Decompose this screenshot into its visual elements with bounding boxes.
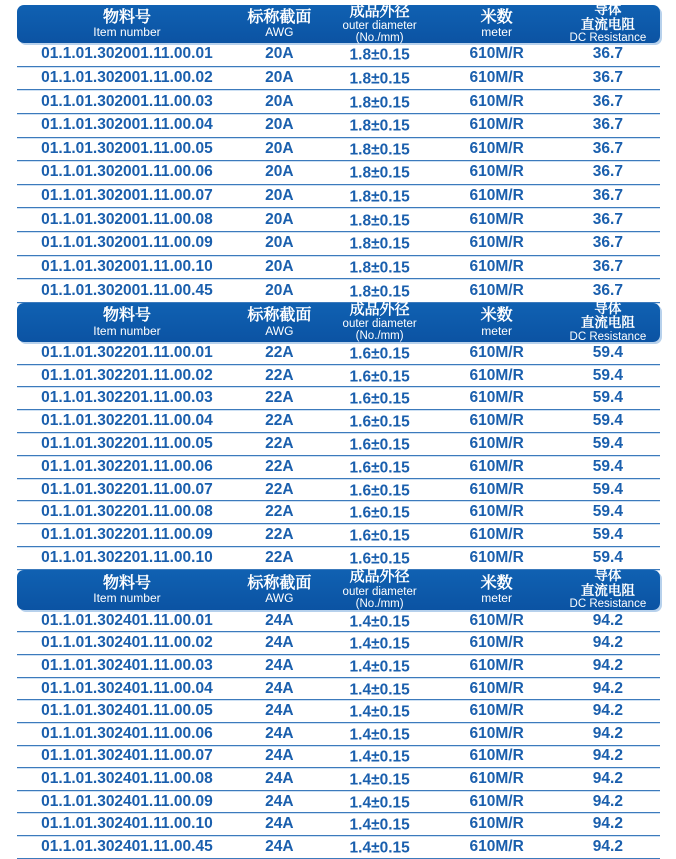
cell-item: 01.1.01.302001.11.00.07 [41,187,213,205]
column-header-item-number [17,303,237,342]
cell-awg: 22A [265,389,294,407]
column-header-outer-diameter [322,570,438,610]
cell-meter: 610M/R [469,139,524,157]
cell-item: 01.1.01.302001.11.00.04 [41,116,213,134]
cell-od: 1.4±0.15 [349,816,410,834]
header-meter-en: meter [481,323,512,338]
cell-item: 01.1.01.302401.11.00.45 [41,837,213,855]
table-row [17,365,660,388]
cell-awg: 22A [265,480,294,498]
cell-awg: 24A [265,679,294,697]
cell-meter: 610M/R [469,389,524,407]
cell-od: 1.6±0.15 [349,413,410,431]
cell-item: 01.1.01.302201.11.00.10 [41,548,213,566]
header-awg-zh: 标称截面 [247,8,312,26]
cell-od: 1.6±0.15 [349,504,410,522]
cell-dc: 36.7 [592,139,623,157]
cell-awg: 24A [265,702,294,720]
cell-dc: 59.4 [592,548,623,566]
cell-awg: 20A [265,210,294,228]
table-row [17,479,660,502]
cell-dc: 36.7 [592,45,623,63]
table-row [17,256,660,280]
table-row [17,813,660,836]
table-row [17,456,660,479]
cell-item: 01.1.01.302201.11.00.09 [41,526,213,544]
cell-od: 1.4±0.15 [349,681,410,699]
table-section-24a [17,570,660,859]
cell-item: 01.1.01.302201.11.00.03 [41,389,213,407]
cell-meter: 610M/R [469,163,524,181]
cell-dc: 94.2 [592,747,623,765]
cell-item: 01.1.01.302001.11.00.45 [41,281,213,299]
column-header-meter [438,5,556,43]
table-row [17,387,660,410]
cell-od: 1.8±0.15 [349,46,410,64]
cell-meter: 610M/R [469,412,524,430]
column-header-item-number [17,570,237,610]
cell-meter: 610M/R [469,611,524,629]
cell-awg: 20A [265,68,294,86]
table-row [17,632,660,655]
header-meter-zh: 米数 [480,8,513,26]
cell-meter: 610M/R [469,234,524,252]
table-row [17,723,660,746]
header-od-unit: (No./mm) [355,330,404,343]
cell-dc: 59.4 [592,457,623,475]
cell-meter: 610M/R [469,45,524,63]
cell-od: 1.8±0.15 [349,235,410,253]
table-row [17,90,660,114]
cell-od: 1.8±0.15 [349,283,410,301]
header-dc-en: DC Resistance [569,330,647,343]
cell-awg: 22A [265,526,294,544]
column-header-meter [438,303,556,342]
table-row [17,43,660,67]
cell-dc: 59.4 [592,503,623,521]
cell-item: 01.1.01.302401.11.00.03 [41,656,213,674]
cell-awg: 22A [265,503,294,521]
table-row [17,433,660,456]
cell-item: 01.1.01.302401.11.00.06 [41,724,213,742]
cell-awg: 24A [265,770,294,788]
cell-od: 1.4±0.15 [349,613,410,631]
cell-meter: 610M/R [469,503,524,521]
cell-dc: 94.2 [592,837,623,855]
cell-od: 1.8±0.15 [349,141,410,159]
cell-dc: 36.7 [592,257,623,275]
cell-item: 01.1.01.302401.11.00.08 [41,770,213,788]
header-meter-zh: 米数 [480,307,513,325]
cell-dc: 59.4 [592,526,623,544]
cell-awg: 24A [265,837,294,855]
table-row [17,610,660,633]
table-row [17,208,660,232]
cell-awg: 22A [265,548,294,566]
cell-dc: 94.2 [592,679,623,697]
cell-od: 1.6±0.15 [349,459,410,477]
cell-item: 01.1.01.302401.11.00.05 [41,702,213,720]
cell-dc: 94.2 [592,702,623,720]
cell-meter: 610M/R [469,457,524,475]
cell-dc: 36.7 [592,163,623,181]
column-header-dc-resistance [556,570,660,610]
cell-awg: 22A [265,434,294,452]
header-item-en: Item number [93,25,161,40]
cell-meter: 610M/R [469,815,524,833]
table-row [17,342,660,365]
table-row [17,232,660,256]
table-row [17,791,660,814]
cell-dc: 36.7 [592,92,623,110]
table-section-20a [17,2,660,303]
cell-dc: 59.4 [592,343,623,361]
header-dc-en: DC Resistance [569,598,647,611]
table-header [17,570,660,610]
cell-meter: 610M/R [469,480,524,498]
cell-item: 01.1.01.302001.11.00.02 [41,68,213,86]
cell-od: 1.4±0.15 [349,839,410,857]
table-row [17,501,660,524]
cell-awg: 24A [265,747,294,765]
cell-item: 01.1.01.302001.11.00.09 [41,234,213,252]
header-od-unit: (No./mm) [355,32,404,45]
cell-item: 01.1.01.302001.11.00.01 [41,45,213,63]
header-item-en: Item number [93,591,161,605]
cell-meter: 610M/R [469,679,524,697]
cell-item: 01.1.01.302401.11.00.10 [41,815,213,833]
cell-item: 01.1.01.302401.11.00.07 [41,747,213,765]
cell-od: 1.8±0.15 [349,94,410,112]
cell-dc: 59.4 [592,389,623,407]
cell-meter: 610M/R [469,68,524,86]
cell-dc: 36.7 [592,187,623,205]
column-header-awg [237,5,322,43]
table-section-22a [17,300,660,570]
column-header-outer-diameter [322,300,438,343]
column-header-dc-resistance [556,300,660,343]
cell-item: 01.1.01.302201.11.00.04 [41,412,213,430]
table-row [17,410,660,433]
cell-item: 01.1.01.302201.11.00.07 [41,480,213,498]
header-od-zh: 成品外径 [349,300,410,318]
cell-awg: 24A [265,792,294,810]
cell-item: 01.1.01.302001.11.00.05 [41,139,213,157]
cell-dc: 36.7 [592,68,623,86]
table-row [17,114,660,138]
cell-dc: 36.7 [592,210,623,228]
cell-awg: 22A [265,412,294,430]
cell-od: 1.4±0.15 [349,635,410,653]
table-header [17,2,660,45]
table-row [17,836,660,859]
table-row [17,700,660,723]
table-rows [17,43,660,303]
header-item-zh: 物料号 [102,574,151,592]
table-row [17,138,660,162]
cell-od: 1.8±0.15 [349,164,410,182]
cell-od: 1.4±0.15 [349,703,410,721]
cell-dc: 94.2 [592,770,623,788]
cell-awg: 22A [265,457,294,475]
header-dc-zh2: 直流电阻 [580,582,635,598]
cell-meter: 610M/R [469,343,524,361]
cell-item: 01.1.01.302001.11.00.03 [41,92,213,110]
cell-od: 1.8±0.15 [349,70,410,88]
header-awg-zh: 标称截面 [247,307,312,325]
cell-meter: 610M/R [469,92,524,110]
cell-od: 1.4±0.15 [349,771,410,789]
cell-dc: 94.2 [592,815,623,833]
header-dc-zh: 导体 [594,568,622,584]
table-row [17,746,660,769]
cell-meter: 610M/R [469,281,524,299]
cell-awg: 20A [265,281,294,299]
cell-awg: 20A [265,45,294,63]
cell-awg: 24A [265,634,294,652]
cell-dc: 94.2 [592,634,623,652]
cell-dc: 36.7 [592,281,623,299]
header-item-zh: 物料号 [102,8,151,26]
cell-od: 1.8±0.15 [349,259,410,277]
table-rows [17,342,660,570]
cell-awg: 24A [265,724,294,742]
header-awg-en: AWG [265,591,294,605]
column-header-meter [438,570,556,610]
cell-od: 1.6±0.15 [349,527,410,545]
cell-dc: 94.2 [592,611,623,629]
header-dc-en: DC Resistance [569,32,647,45]
cell-awg: 24A [265,815,294,833]
table-row [17,185,660,209]
table-row [17,768,660,791]
cell-dc: 94.2 [592,656,623,674]
cell-item: 01.1.01.302201.11.00.02 [41,366,213,384]
cell-meter: 610M/R [469,434,524,452]
cell-meter: 610M/R [469,548,524,566]
table-header [17,300,660,343]
cell-od: 1.6±0.15 [349,550,410,568]
table-row [17,524,660,547]
table-row [17,547,660,570]
cell-item: 01.1.01.302001.11.00.10 [41,257,213,275]
cell-item: 01.1.01.302201.11.00.06 [41,457,213,475]
header-dc-zh: 导体 [594,300,622,316]
cell-meter: 610M/R [469,837,524,855]
cell-item: 01.1.01.302401.11.00.02 [41,634,213,652]
cell-dc: 36.7 [592,234,623,252]
cell-dc: 94.2 [592,792,623,810]
header-od-zh: 成品外径 [349,568,410,586]
header-meter-zh: 米数 [480,574,513,592]
cell-od: 1.4±0.15 [349,658,410,676]
cell-dc: 36.7 [592,116,623,134]
cell-item: 01.1.01.302401.11.00.04 [41,679,213,697]
table-rows [17,610,660,859]
cell-meter: 610M/R [469,526,524,544]
cell-item: 01.1.01.302401.11.00.01 [41,611,213,629]
cell-awg: 20A [265,187,294,205]
cell-meter: 610M/R [469,366,524,384]
header-od-zh: 成品外径 [349,2,410,20]
cell-item: 01.1.01.302401.11.00.09 [41,792,213,810]
cell-meter: 610M/R [469,770,524,788]
header-od-unit: (No./mm) [355,597,404,610]
cell-meter: 610M/R [469,210,524,228]
cell-awg: 20A [265,234,294,252]
cell-awg: 20A [265,257,294,275]
header-od-en: outer diameter [342,19,417,32]
cell-item: 01.1.01.302201.11.00.01 [41,343,213,361]
header-awg-en: AWG [265,25,294,40]
cell-awg: 24A [265,656,294,674]
column-header-item-number [17,5,237,43]
header-meter-en: meter [481,591,512,605]
cell-od: 1.8±0.15 [349,117,410,135]
cell-meter: 610M/R [469,724,524,742]
cell-awg: 20A [265,163,294,181]
cell-od: 1.4±0.15 [349,748,410,766]
cell-od: 1.8±0.15 [349,188,410,206]
header-item-en: Item number [93,323,161,338]
header-awg-zh: 标称截面 [247,574,312,592]
cell-item: 01.1.01.302001.11.00.08 [41,210,213,228]
cell-od: 1.6±0.15 [349,436,410,454]
cell-od: 1.4±0.15 [349,794,410,812]
cell-od: 1.4±0.15 [349,726,410,744]
cell-od: 1.6±0.15 [349,390,410,408]
table-row [17,655,660,678]
cell-meter: 610M/R [469,792,524,810]
cell-item: 01.1.01.302001.11.00.06 [41,163,213,181]
cell-meter: 610M/R [469,187,524,205]
header-od-en: outer diameter [342,318,417,331]
cell-meter: 610M/R [469,702,524,720]
cell-meter: 610M/R [469,257,524,275]
cell-awg: 24A [265,611,294,629]
cell-awg: 22A [265,343,294,361]
header-dc-zh2: 直流电阻 [580,16,635,32]
cell-awg: 20A [265,92,294,110]
cell-dc: 94.2 [592,724,623,742]
header-item-zh: 物料号 [102,307,151,325]
cell-dc: 59.4 [592,480,623,498]
cell-dc: 59.4 [592,366,623,384]
header-dc-zh: 导体 [594,2,622,18]
column-header-dc-resistance [556,2,660,45]
cell-od: 1.8±0.15 [349,212,410,230]
header-od-en: outer diameter [342,585,417,598]
table-row [17,279,660,303]
cell-item: 01.1.01.302201.11.00.08 [41,503,213,521]
cell-meter: 610M/R [469,634,524,652]
table-row [17,67,660,91]
cell-meter: 610M/R [469,656,524,674]
cell-od: 1.6±0.15 [349,345,410,363]
header-dc-zh2: 直流电阻 [580,315,635,331]
header-awg-en: AWG [265,323,294,338]
header-meter-en: meter [481,25,512,40]
table-row [17,678,660,701]
cell-dc: 59.4 [592,434,623,452]
cell-dc: 59.4 [592,412,623,430]
cell-od: 1.6±0.15 [349,482,410,500]
table-row [17,161,660,185]
cell-awg: 20A [265,139,294,157]
cell-awg: 22A [265,366,294,384]
cell-meter: 610M/R [469,747,524,765]
cell-item: 01.1.01.302201.11.00.05 [41,434,213,452]
cell-awg: 20A [265,116,294,134]
column-header-outer-diameter [322,2,438,45]
column-header-awg [237,303,322,342]
column-header-awg [237,570,322,610]
cell-od: 1.6±0.15 [349,368,410,386]
cell-meter: 610M/R [469,116,524,134]
